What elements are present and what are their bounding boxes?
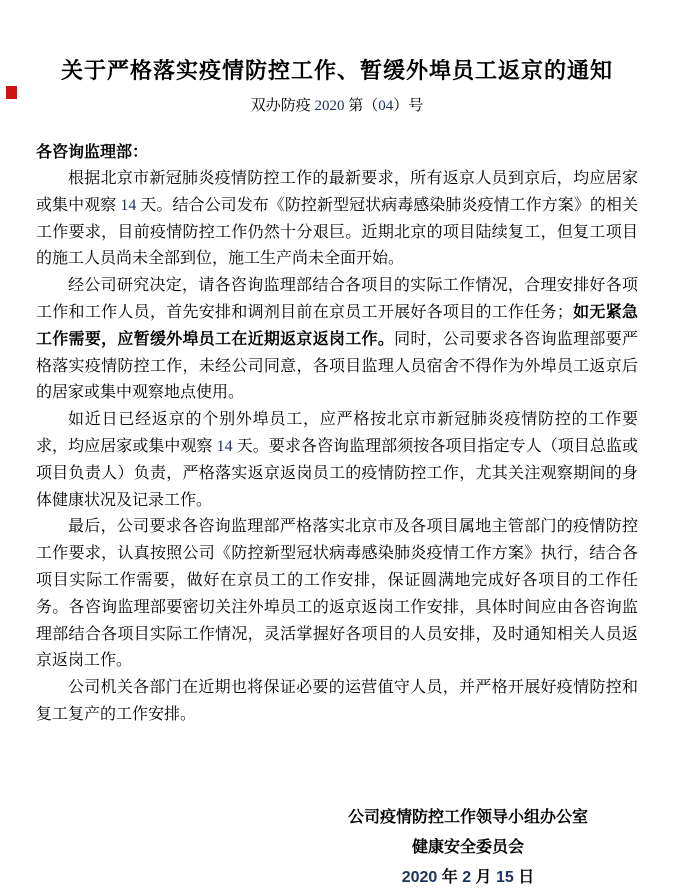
bold-emphasis-text: 如无紧急工作需要，应暂缓外埠员工在近期返京返岗工作。 [36, 303, 638, 348]
text-run: 第（ [344, 98, 379, 114]
numeric-text: 15 [496, 868, 514, 886]
document-title: 关于严格落实疫情防控工作、暂缓外埠员工返京的通知 [60, 58, 613, 83]
date-line [402, 863, 535, 893]
numeric-text: 2 [462, 868, 472, 886]
body-paragraph [36, 166, 638, 273]
text-run: ）号 [393, 98, 424, 114]
document-page [0, 56, 674, 886]
document-number [0, 95, 674, 117]
signature-office: 公司疫情防控工作领导小组办公室 [347, 808, 588, 826]
text-run: 同时，公司要求各咨询监理部要严格落实疫情防控工作，未经公司同意，各项目监理人员宿舍不得作为外埠员工返京后的居家或集中观察地点使用。 [36, 330, 638, 402]
text-run: 日 [513, 868, 535, 886]
text-run: 如近日已经返京的个别外埠员工，应严格按北京市新冠肺炎疫情防控的工作要求，均应居家或集中观察 [36, 411, 638, 455]
body-paragraph [36, 407, 638, 514]
numeric-text: 2020 [401, 868, 438, 886]
text-run: 月 [471, 868, 497, 886]
numeric-text: 04 [378, 98, 394, 114]
numeric-text: 14 [216, 437, 233, 455]
body-paragraph [36, 273, 638, 407]
red-mark [6, 86, 17, 99]
signature-committee: 健康安全委员会 [411, 838, 524, 856]
text-run: 天。要求各咨询监理部须按各项目指定专人（项目总监或项目负责人）负责，严格落实返京返岗员工的疫情防控工作，尤其关注观察期间的身体健康状况及记录工作。 [36, 437, 638, 509]
text-run: 天。结合公司发布《防控新型冠状病毒感染肺炎疫情工作方案》的相关工作要求，目前疫情防控工作仍然十分艰巨。近期北京的项目陆续复工，但复工项目的施工人员尚未全部到位，施工生产尚未全面开始。 [36, 196, 638, 268]
body-paragraph [36, 514, 638, 675]
salutation: 各咨询监理部： [36, 144, 149, 161]
text-run: 年 [437, 868, 463, 886]
document-content [36, 139, 638, 893]
text-run: 双办防疫 [250, 98, 315, 114]
document-body [36, 166, 638, 729]
text-run: 根据北京市新冠肺炎疫情防控工作的最新要求，所有返京人员到京后，均应居家或集中观察 [36, 170, 638, 214]
numeric-text: 14 [120, 196, 137, 214]
text-run: 公司机关各部门在近期也将保证必要的运营值守人员，并严格开展好疫情防控和复工复产的工作安排。 [36, 679, 638, 723]
body-paragraph [36, 675, 638, 729]
numeric-text: 2020 [314, 98, 345, 114]
text-run: 经公司研究决定，请各咨询监理部结合各项目的实际工作情况，合理安排好各项工作和工作人员，首先安排和调剂目前在京员工开展好各项目的工作任务； [36, 277, 638, 321]
signature-block [348, 803, 588, 893]
text-run: 最后，公司要求各咨询监理部严格落实北京市及各项目属地主管部门的疫情防控工作要求，认真按照公司《防控新型冠状病毒感染肺炎疫情工作方案》执行，结合各项目实际工作需要，做好在京员工的工作安排，保证圆满地完成好各项目的工作任务。各咨询监理部要密切关注外埠员工的返京返岗工作安排，具体时间应由各咨询监理部结合各项目实际工作情况，灵活掌握好各项目的人员安排，及时通知相关人员返京返岗工作。 [36, 518, 638, 670]
